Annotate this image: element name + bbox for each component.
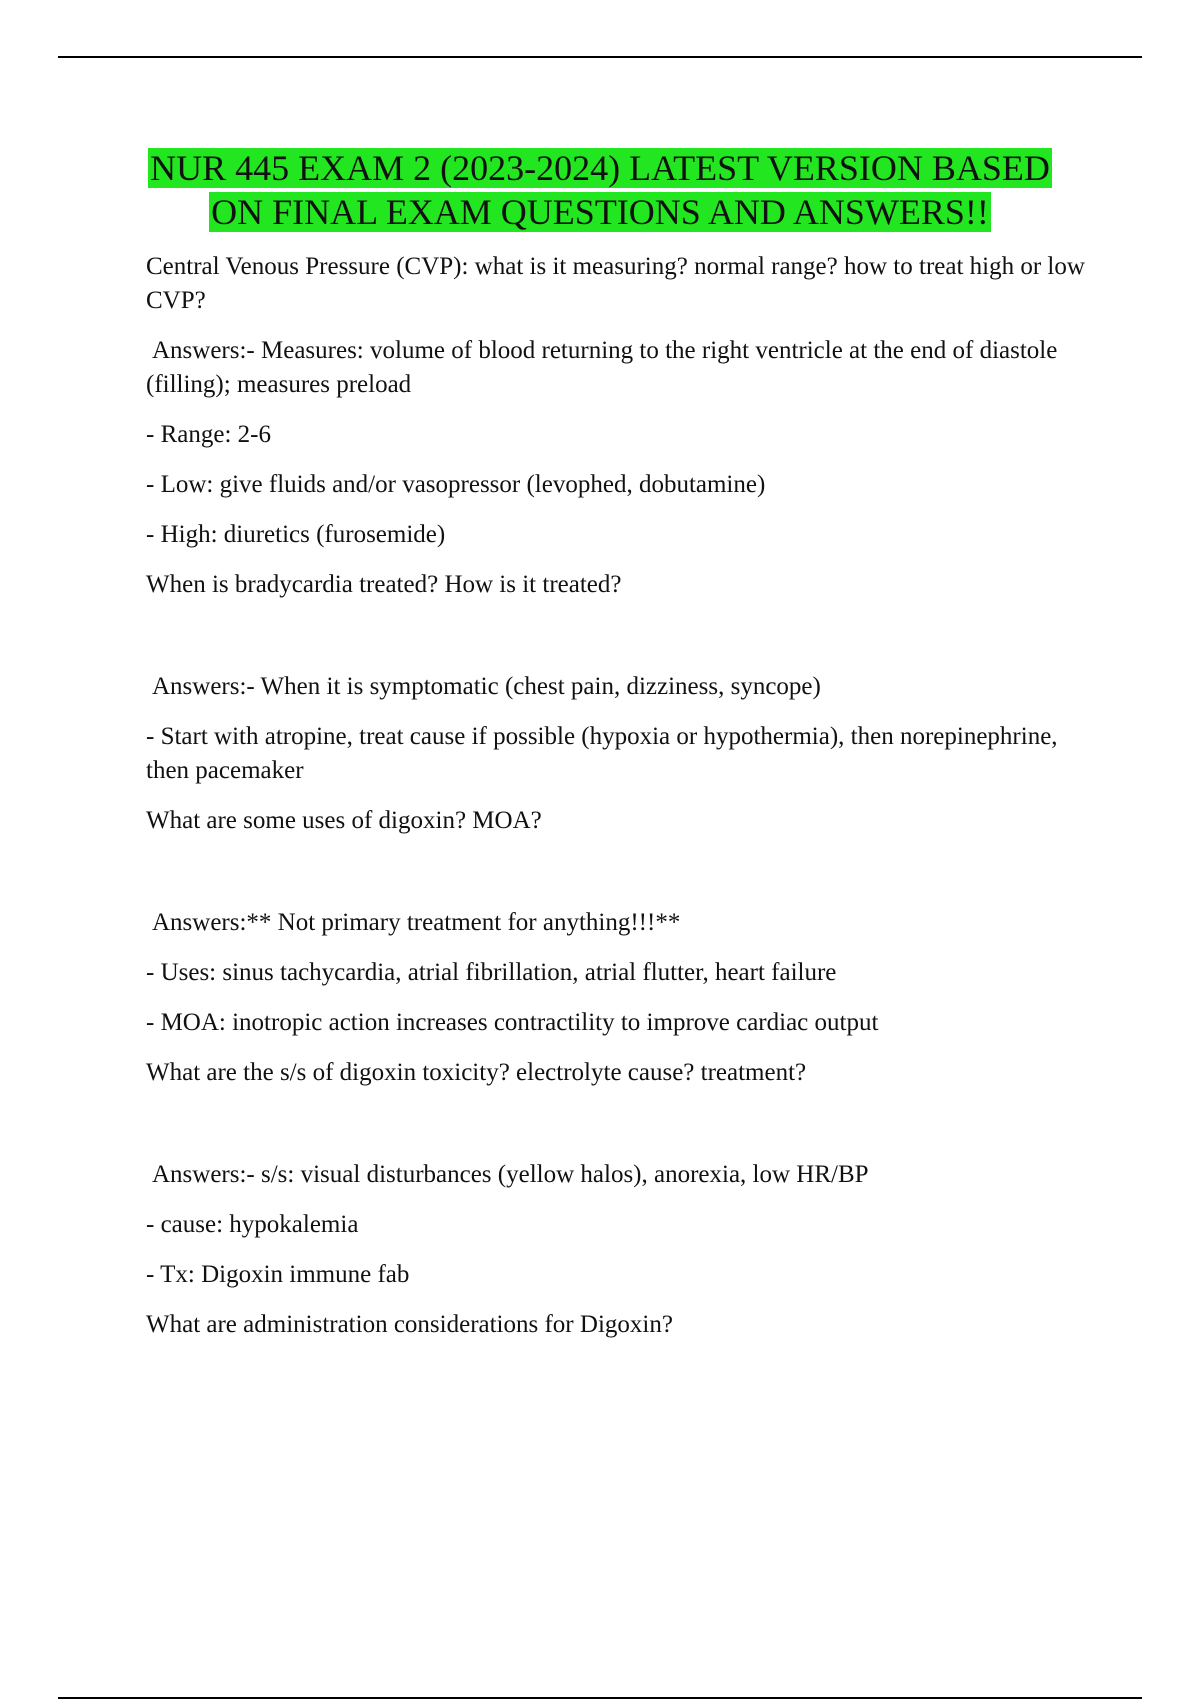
blank-gap bbox=[146, 618, 1086, 670]
answer-point: - Tx: Digoxin immune fab bbox=[146, 1261, 410, 1288]
answer-point: - MOA: inotropic action increases contractility to improve cardiac output bbox=[146, 1009, 879, 1036]
answer-cvp: Answers:- Measures: volume of blood returning to the right ventricle at the end of diastole (filling); measures preload bbox=[146, 337, 1058, 398]
document-title bbox=[60, 146, 1140, 234]
answer-point: - High: diuretics (furosemide) bbox=[146, 521, 446, 548]
bottom-rule bbox=[58, 1697, 1142, 1699]
blank-gap bbox=[146, 854, 1086, 906]
qa-content bbox=[146, 250, 1086, 1358]
answer-point: - Uses: sinus tachycardia, atrial fibrillation, atrial flutter, heart failure bbox=[146, 959, 837, 986]
blank-gap bbox=[146, 1106, 1086, 1158]
top-rule bbox=[58, 56, 1142, 58]
answer-point: - Range: 2-6 bbox=[146, 421, 271, 448]
question-digoxin-uses: What are some uses of digoxin? MOA? bbox=[146, 807, 542, 834]
title-line-1: NUR 445 EXAM 2 (2023-2024) LATEST VERSION BASED bbox=[150, 148, 1050, 188]
question-digoxin-administration: What are administration considerations for Digoxin? bbox=[146, 1311, 673, 1338]
answer-digoxin-uses: Answers:** Not primary treatment for anything!!!** bbox=[152, 909, 681, 936]
question-bradycardia: When is bradycardia treated? How is it treated? bbox=[146, 571, 622, 598]
answer-point: - cause: hypokalemia bbox=[146, 1211, 359, 1238]
answer-digoxin-toxicity: Answers:- s/s: visual disturbances (yellow halos), anorexia, low HR/BP bbox=[152, 1161, 869, 1188]
answer-point: - Start with atropine, treat cause if possible (hypoxia or hypothermia), then norepinephrine, then pacemaker bbox=[146, 723, 1058, 784]
title-line-2: ON FINAL EXAM QUESTIONS AND ANSWERS!! bbox=[211, 192, 989, 232]
question-cvp: Central Venous Pressure (CVP): what is it measuring? normal range? how to treat high or low CVP? bbox=[146, 253, 1085, 314]
answer-point: - Low: give fluids and/or vasopressor (levophed, dobutamine) bbox=[146, 471, 766, 498]
answer-bradycardia: Answers:- When it is symptomatic (chest pain, dizziness, syncope) bbox=[152, 673, 821, 700]
question-digoxin-toxicity: What are the s/s of digoxin toxicity? electrolyte cause? treatment? bbox=[146, 1059, 807, 1086]
